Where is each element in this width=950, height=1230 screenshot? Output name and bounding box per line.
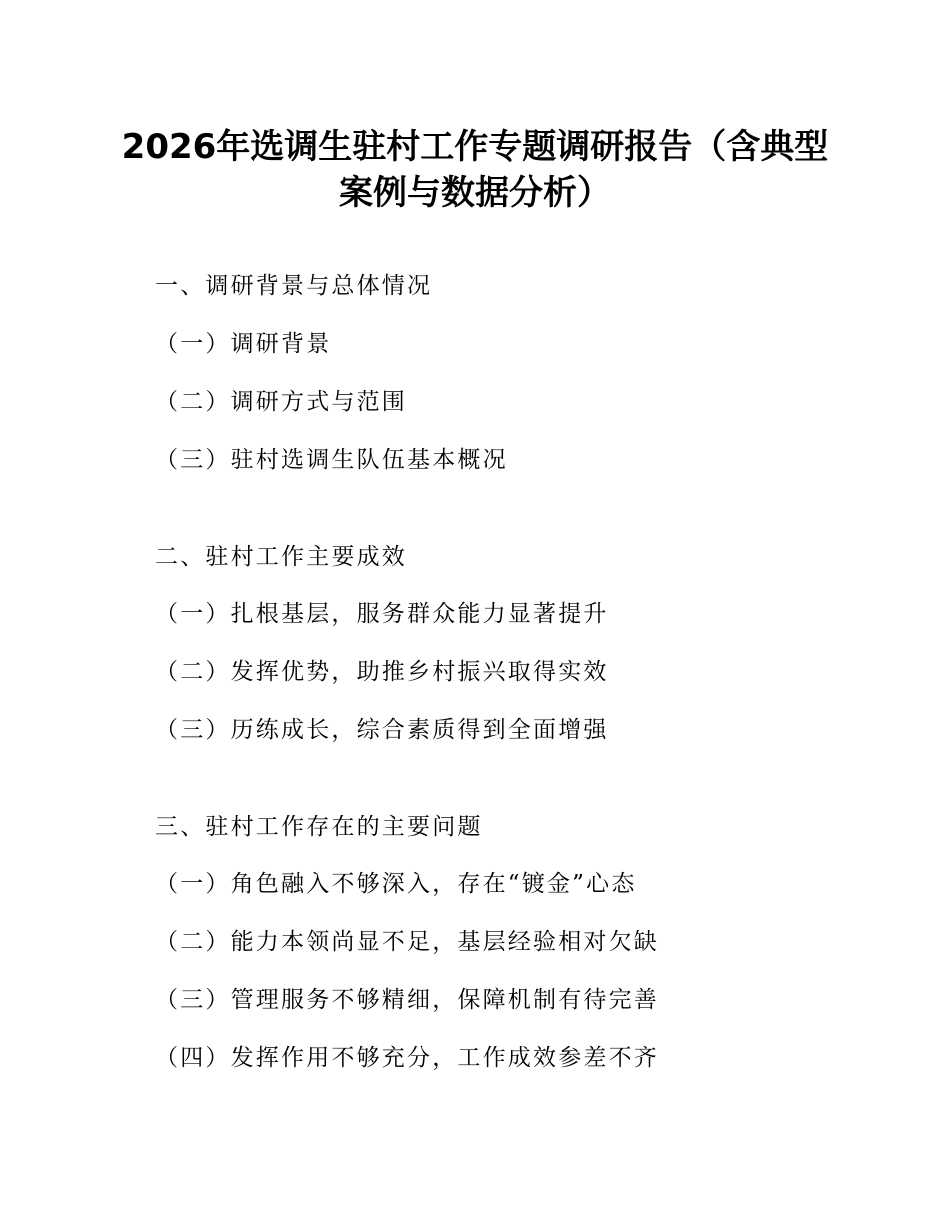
section-1-item-1: （一）调研背景 <box>155 331 332 357</box>
document-title-line-2: 案例与数据分析） <box>339 173 611 213</box>
section-3-item-3: （三）管理服务不够精细，保障机制有待完善 <box>155 987 659 1013</box>
section-2-item-3: （三）历练成长，综合素质得到全面增强 <box>155 717 609 743</box>
section-1-item-2: （二）调研方式与范围 <box>155 389 407 415</box>
section-heading-1: 一、调研背景与总体情况 <box>155 273 433 299</box>
section-2-item-2: （二）发挥优势，助推乡村振兴取得实效 <box>155 659 609 685</box>
section-1-item-3: （三）驻村选调生队伍基本概况 <box>155 447 508 473</box>
section-heading-2: 二、驻村工作主要成效 <box>155 544 407 570</box>
section-3-item-4: （四）发挥作用不够充分，工作成效参差不齐 <box>155 1045 659 1071</box>
section-3-item-1: （一）角色融入不够深入，存在“镀金”心态 <box>155 871 637 897</box>
section-heading-3: 三、驻村工作存在的主要问题 <box>155 814 483 840</box>
section-2-item-1: （一）扎根基层，服务群众能力显著提升 <box>155 601 609 627</box>
document-title-line-1: 2026年选调生驻村工作专题调研报告（含典型 <box>121 127 829 167</box>
section-3-item-2: （二）能力本领尚显不足，基层经验相对欠缺 <box>155 929 659 955</box>
